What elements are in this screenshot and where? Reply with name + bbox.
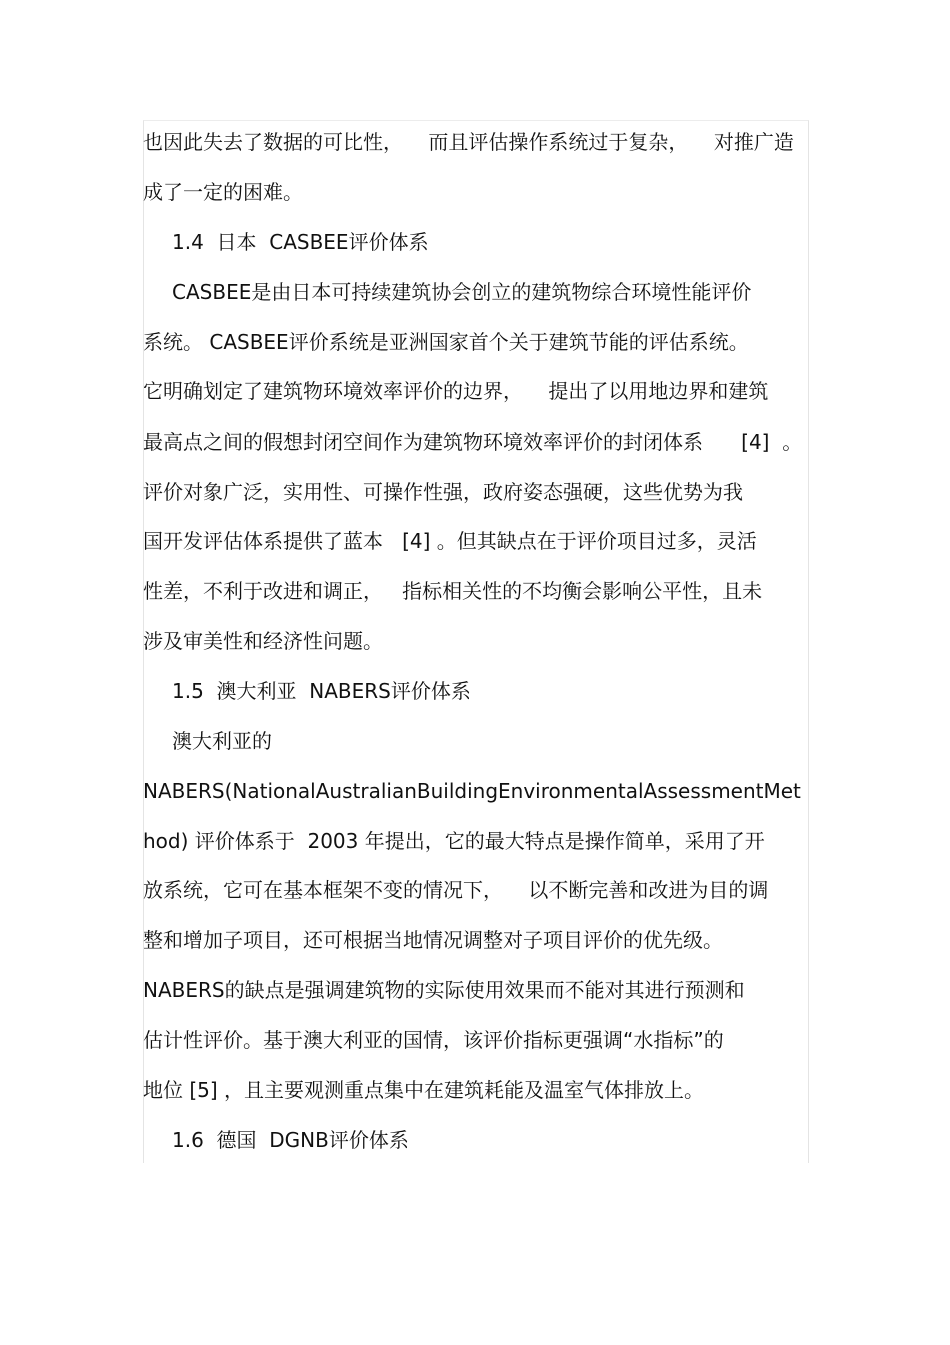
paragraph-line: 性差，不利于改进和调正， 指标相关性的不均衡会影响公平性，且未 [143,579,763,603]
paragraph-line: 澳大利亚的 [172,729,272,753]
paragraph-line: NABERS的缺点是强调建筑物的实际使用效果而不能对其进行预测和 [143,978,745,1002]
paragraph-line: 估计性评价。基于澳大利亚的国情，该评价指标更强调“水指标”的 [143,1028,724,1052]
paragraph-line: 系统。 CASBEE评价系统是亚洲国家首个关于建筑节能的评估系统。 [143,330,749,354]
paragraph-line: hod) 评价体系于 2003 年提出，它的最大特点是操作简单，采用了开 [143,829,765,853]
paragraph-line: NABERS(NationalAustralianBuildingEnvironmentalAssessmentMet [143,779,801,803]
paragraph-line: 也因此失去了数据的可比性， 而且评估操作系统过于复杂， 对推广造 [143,130,794,154]
paragraph-line: CASBEE是由日本可持续建筑协会创立的建筑物综合环境性能评价 [172,280,752,304]
paragraph-line: 评价对象广泛，实用性、可操作性强，政府姿态强硬，这些优势为我 [143,480,743,504]
section-heading-1-5: 1.5 澳大利亚 NABERS评价体系 [172,679,471,703]
paragraph-line: 它明确划定了建筑物环境效率评价的边界， 提出了以用地边界和建筑 [143,379,769,403]
section-heading-1-6: 1.6 德国 DGNB评价体系 [172,1128,409,1152]
paragraph-line: 最高点之间的假想封闭空间作为建筑物环境效率评价的封闭体系 [4] 。 [143,430,803,454]
paragraph-line: 地位 [5] ，且主要观测重点集中在建筑耗能及温室气体排放上。 [143,1078,705,1102]
paragraph-line: 整和增加子项目，还可根据当地情况调整对子项目评价的优先级。 [143,928,723,952]
paragraph-line: 放系统，它可在基本框架不变的情况下， 以不断完善和改进为目的调 [143,878,769,902]
paragraph-line: 涉及审美性和经济性问题。 [143,629,383,653]
section-heading-1-4: 1.4 日本 CASBEE评价体系 [172,230,429,254]
paragraph-line: 国开发评估体系提供了蓝本 [4] 。但其缺点在于评价项目过多，灵活 [143,529,757,553]
paragraph-line: 成了一定的困难。 [143,180,303,204]
